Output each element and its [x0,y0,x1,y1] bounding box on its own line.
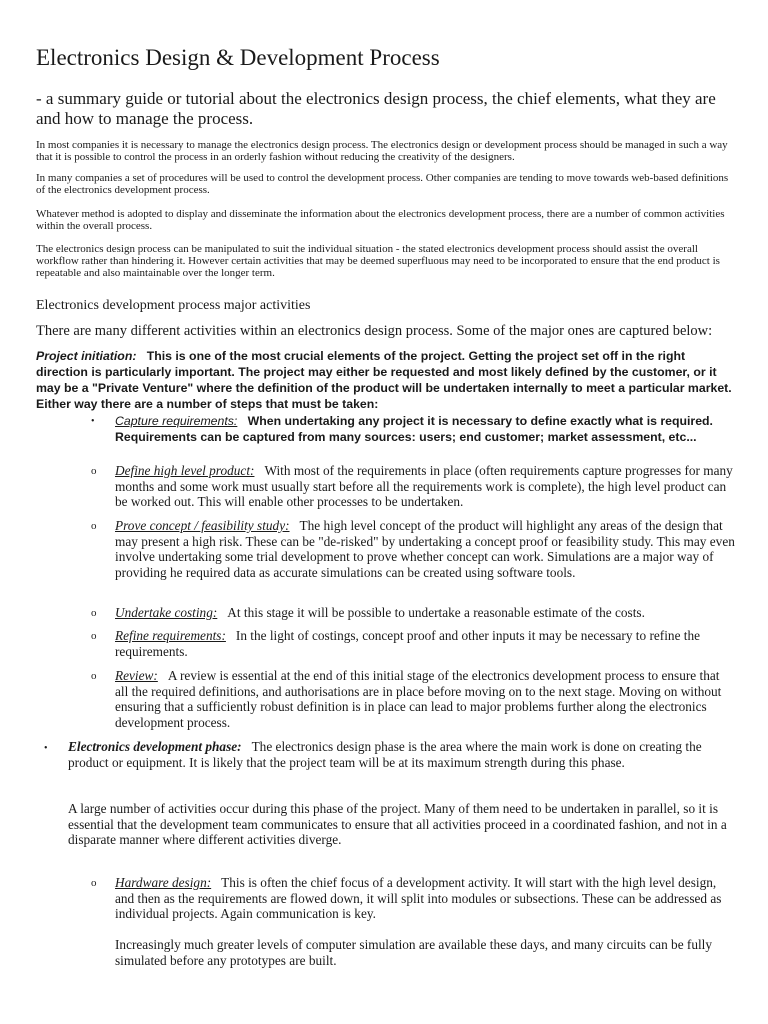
sub-bullet-marker: o [91,877,97,889]
hardware-design-paragraph: Increasingly much greater levels of computer simulation are available these days, and many circuits can be fully simulated before any prototypes are built. [115,937,713,968]
hardware-design-item [115,875,735,922]
capture-requirements-text: When undertaking any project it is necessary to define exactly what is required. Requirements can be captured from many sources: users; end customer; market assessment, etc... [115,414,713,444]
page-title: Electronics Design & Development Process [36,45,440,70]
hardware-design-label: Hardware design: [115,875,212,890]
step-text: With most of the requirements in place (often requirements capture progresses for many months and some work must usually start before all the requirements work is complete), the high level product can be worked out. This will enable other processes to be undertaken. [115,463,733,509]
intro-paragraph: In most companies it is necessary to manage the electronics design process. The electronics design or development process should be managed in such a way that it is possible to control the process in an orderly fashion without reducing the creativity of the designers. [36,139,728,163]
capture-requirements-label: Capture requirements: [115,414,238,428]
step-item [115,605,735,621]
intro-paragraph: The electronics design process can be manipulated to suit the individual situation - the stated electronics development process should assist the overall workflow rather than hindering it. However certain activities that may be deemed superfluous may need to be incorporated to ensure that the end product is repeatable and also maintainable over the longer term. [36,243,720,279]
step-label: Undertake costing: [115,605,218,620]
step-item [115,628,735,659]
step-text: A review is essential at the end of this initial stage of the electronics development process to ensure that all the required definitions, and authorisations are in place before moving on to the next stage. Moving on without ensuring that a sufficiently robust definition is in place can lead to major problems further along the electronics development process. [115,668,722,730]
step-text: The high level concept of the product will highlight any areas of the design that may present a high risk. These can be "de-risked" by undertaking a concept proof or feasibility study. This may even involve undertaking some trial development to prove whether concept can work. Simulations are a major way of providing he required data as accurate simulations can be created using software tools. [115,518,735,580]
sub-bullet-marker: o [91,670,97,682]
step-label: Prove concept / feasibility study: [115,518,290,533]
step-item [115,463,735,510]
step-label: Refine requirements: [115,628,226,643]
step-item [115,668,735,730]
dev-phase-item [68,739,730,770]
project-initiation-text: This is one of the most crucial elements of the project. Getting the project set off in the right direction is particularly important. The project may either be requested and most likely defined by the customer, or it may be a "Private Venture" where the definition of the product will be undertaken internally to meet a particular market. Either way there are a number of steps that must be taken: [36,349,732,411]
project-initiation-label: Project initiation: [36,349,137,363]
hardware-design-text: This is often the chief focus of a development activity. It will start with the high level design, and then as the requirements are flowed down, it will split into modules or subsections. These can be addressed as individual projects. Again communication is key. [115,875,722,921]
dev-phase-text: The electronics design phase is the area where the main work is done on creating the product or equipment. It is likely that the project team will be at its maximum strength during this phase. [68,739,702,770]
sub-bullet-marker: o [91,630,97,642]
dev-phase-paragraph: A large number of activities occur during this phase of the project. Many of them need to be undertaken in parallel, so it is essential that the development team communicates to ensure that all activities proceed in a coordinated fashion, and not in a disparate manner where different activities diverge. [68,801,727,847]
intro-paragraph: In many companies a set of procedures will be used to control the development process. Other companies are tending to move towards web-based definitions of the electronics development process. [36,172,729,196]
section-intro: There are many different activities within an electronics design process. Some of the major ones are captured below: [36,323,713,339]
step-label: Review: [115,668,158,683]
page-subtitle: - a summary guide or tutorial about the electronics design process, the chief elements, what they are and how to manage the process. [36,89,716,128]
intro-paragraph: Whatever method is adopted to display and disseminate the information about the electronics development process, there are a number of common activities within the overall process. [36,208,725,232]
sub-bullet-marker: o [91,607,97,619]
project-initiation-paragraph [36,348,736,412]
sub-bullet-marker: o [91,520,97,532]
bullet-marker: • [44,743,48,754]
step-text: At this stage it will be possible to undertake a reasonable estimate of the costs. [227,605,645,620]
sub-bullet-marker: o [91,465,97,477]
step-item [115,518,735,580]
step-text: In the light of costings, concept proof and other inputs it may be necessary to refine the requirements. [115,628,701,659]
step-label: Define high level product: [115,463,255,478]
section-heading: Electronics development process major activities [36,298,311,313]
bullet-marker: • [91,416,95,427]
capture-requirements-item [115,413,735,445]
dev-phase-label: Electronics development phase: [68,739,242,754]
